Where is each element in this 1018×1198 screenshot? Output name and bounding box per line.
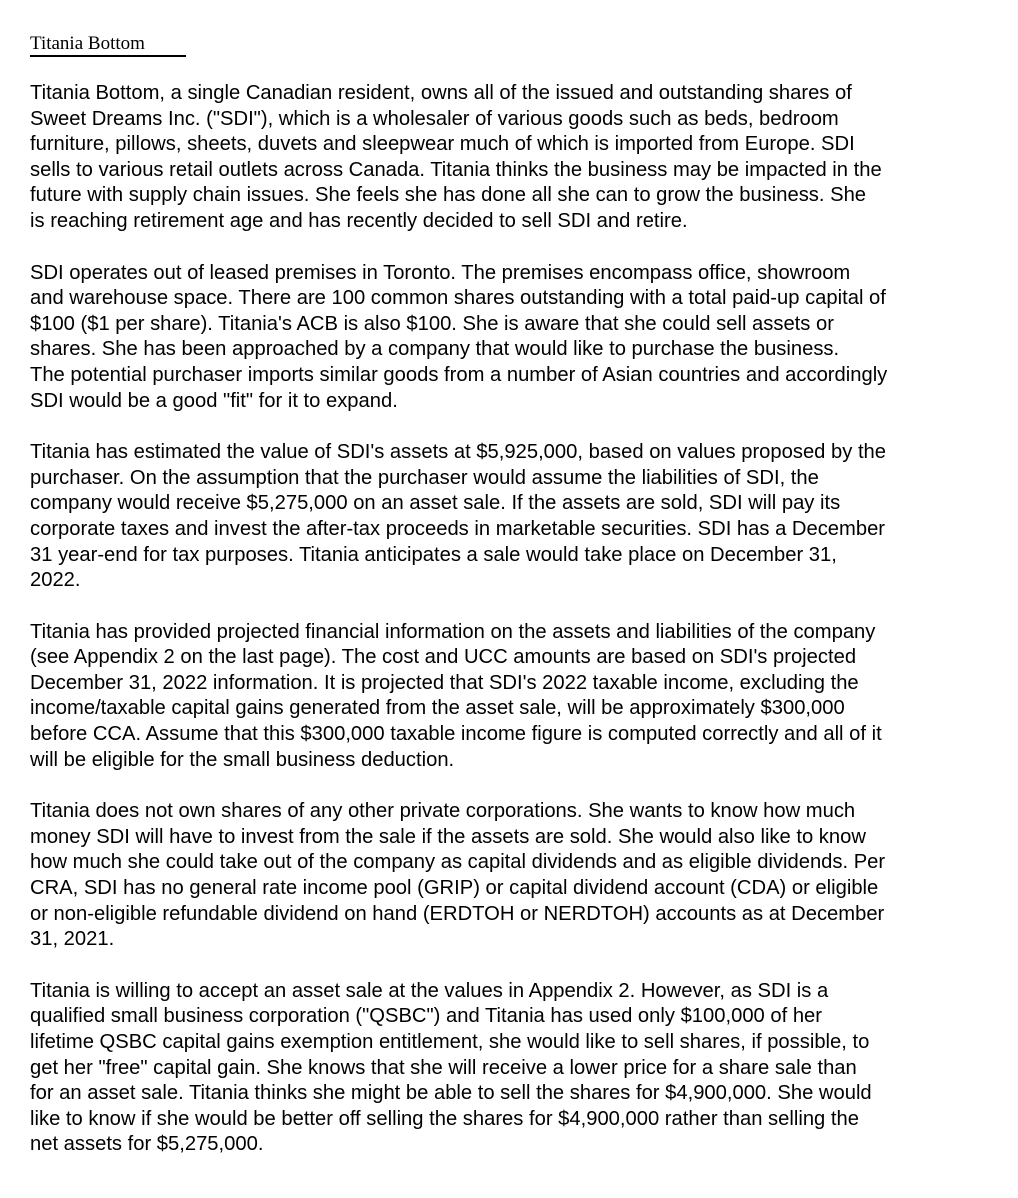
paragraph-dividends: Titania does not own shares of any other private corporations. She wants to know how much money SDI will have to invest from the sale if the assets are sold. She would also like to know how much she could take out of the company as capital dividends and as eligible dividends. Per CRA, SDI has no general rate income pool (GRIP) or capital dividend account (CDA) or eligible or non-eligible refundable dividend on hand (ERDTOH or NERDTOH) accounts as at December 31, 2021. xyxy=(30,800,886,951)
document-title: Titania Bottom xyxy=(30,33,145,54)
document-heading xyxy=(30,30,145,58)
paragraph-asset-value: Titania has estimated the value of SDI's assets at $5,925,000, based on values proposed by the purchaser. On the assumption that the purchaser would assume the liabilities of SDI, the company would receive $5,275,000 on an asset sale. If the assets are sold, SDI will pay its corporate taxes and invest the after-tax proceeds in marketable securities. SDI has a December 31 year-end for tax purposes. Titania anticipates a sale would take place on December 31, 2022. xyxy=(30,441,887,592)
paragraph-intro: Titania Bottom, a single Canadian resident, owns all of the issued and outstanding shares of Sweet Dreams Inc. ("SDI"), which is a wholesaler of various goods such as beds, bedroom furniture, pillows, sheets, duvets and sleepwear much of which is imported from Europe. SDI sells to various retail outlets across Canada. Titania thinks the business may be impacted in the future with supply chain issues. She feels she has done all she can to grow the business. She is reaching retirement age and has recently decided to sell SDI and retire. xyxy=(30,82,882,232)
paragraph-share-sale: Titania is willing to accept an asset sale at the values in Appendix 2. However, as SDI is a qualified small business corporation ("QSBC") and Titania has used only $100,000 of her lifetime QSBC capital gains exemption entitlement, she would like to sell shares, if possible, to get her "free" capital gain. She knows that she will receive a lower price for a share sale than for an asset sale. Titania thinks she might be able to sell the shares for $4,900,000. She would like to know if she would be better off selling the shares for $4,900,000 rather than selling the net assets for $5,275,000. xyxy=(30,979,872,1156)
title-underline xyxy=(30,55,186,57)
paragraph-financial-info: Titania has provided projected financial information on the assets and liabilities of the company (see Appendix 2 on the last page). The cost and UCC amounts are based on SDI's projected December 31, 2022 information. It is projected that SDI's 2022 taxable income, excluding the income/taxable capital gains generated from the asset sale, will be approximately $300,000 before CCA. Assume that this $300,000 taxable income figure is computed correctly and all of it will be eligible for the small business deduction. xyxy=(30,620,882,771)
paragraph-premises: SDI operates out of leased premises in Toronto. The premises encompass office, showroom and warehouse space. There are 100 common shares outstanding with a total paid-up capital of $100 ($1 per share). Titania's ACB is also $100. She is aware that she could sell assets or shares. She has been approached by a company that would like to purchase the business. The potential purchaser imports similar goods from a number of Asian countries and accordingly SDI would be a good "fit" for it to expand. xyxy=(30,261,888,412)
document-page xyxy=(30,30,990,1184)
